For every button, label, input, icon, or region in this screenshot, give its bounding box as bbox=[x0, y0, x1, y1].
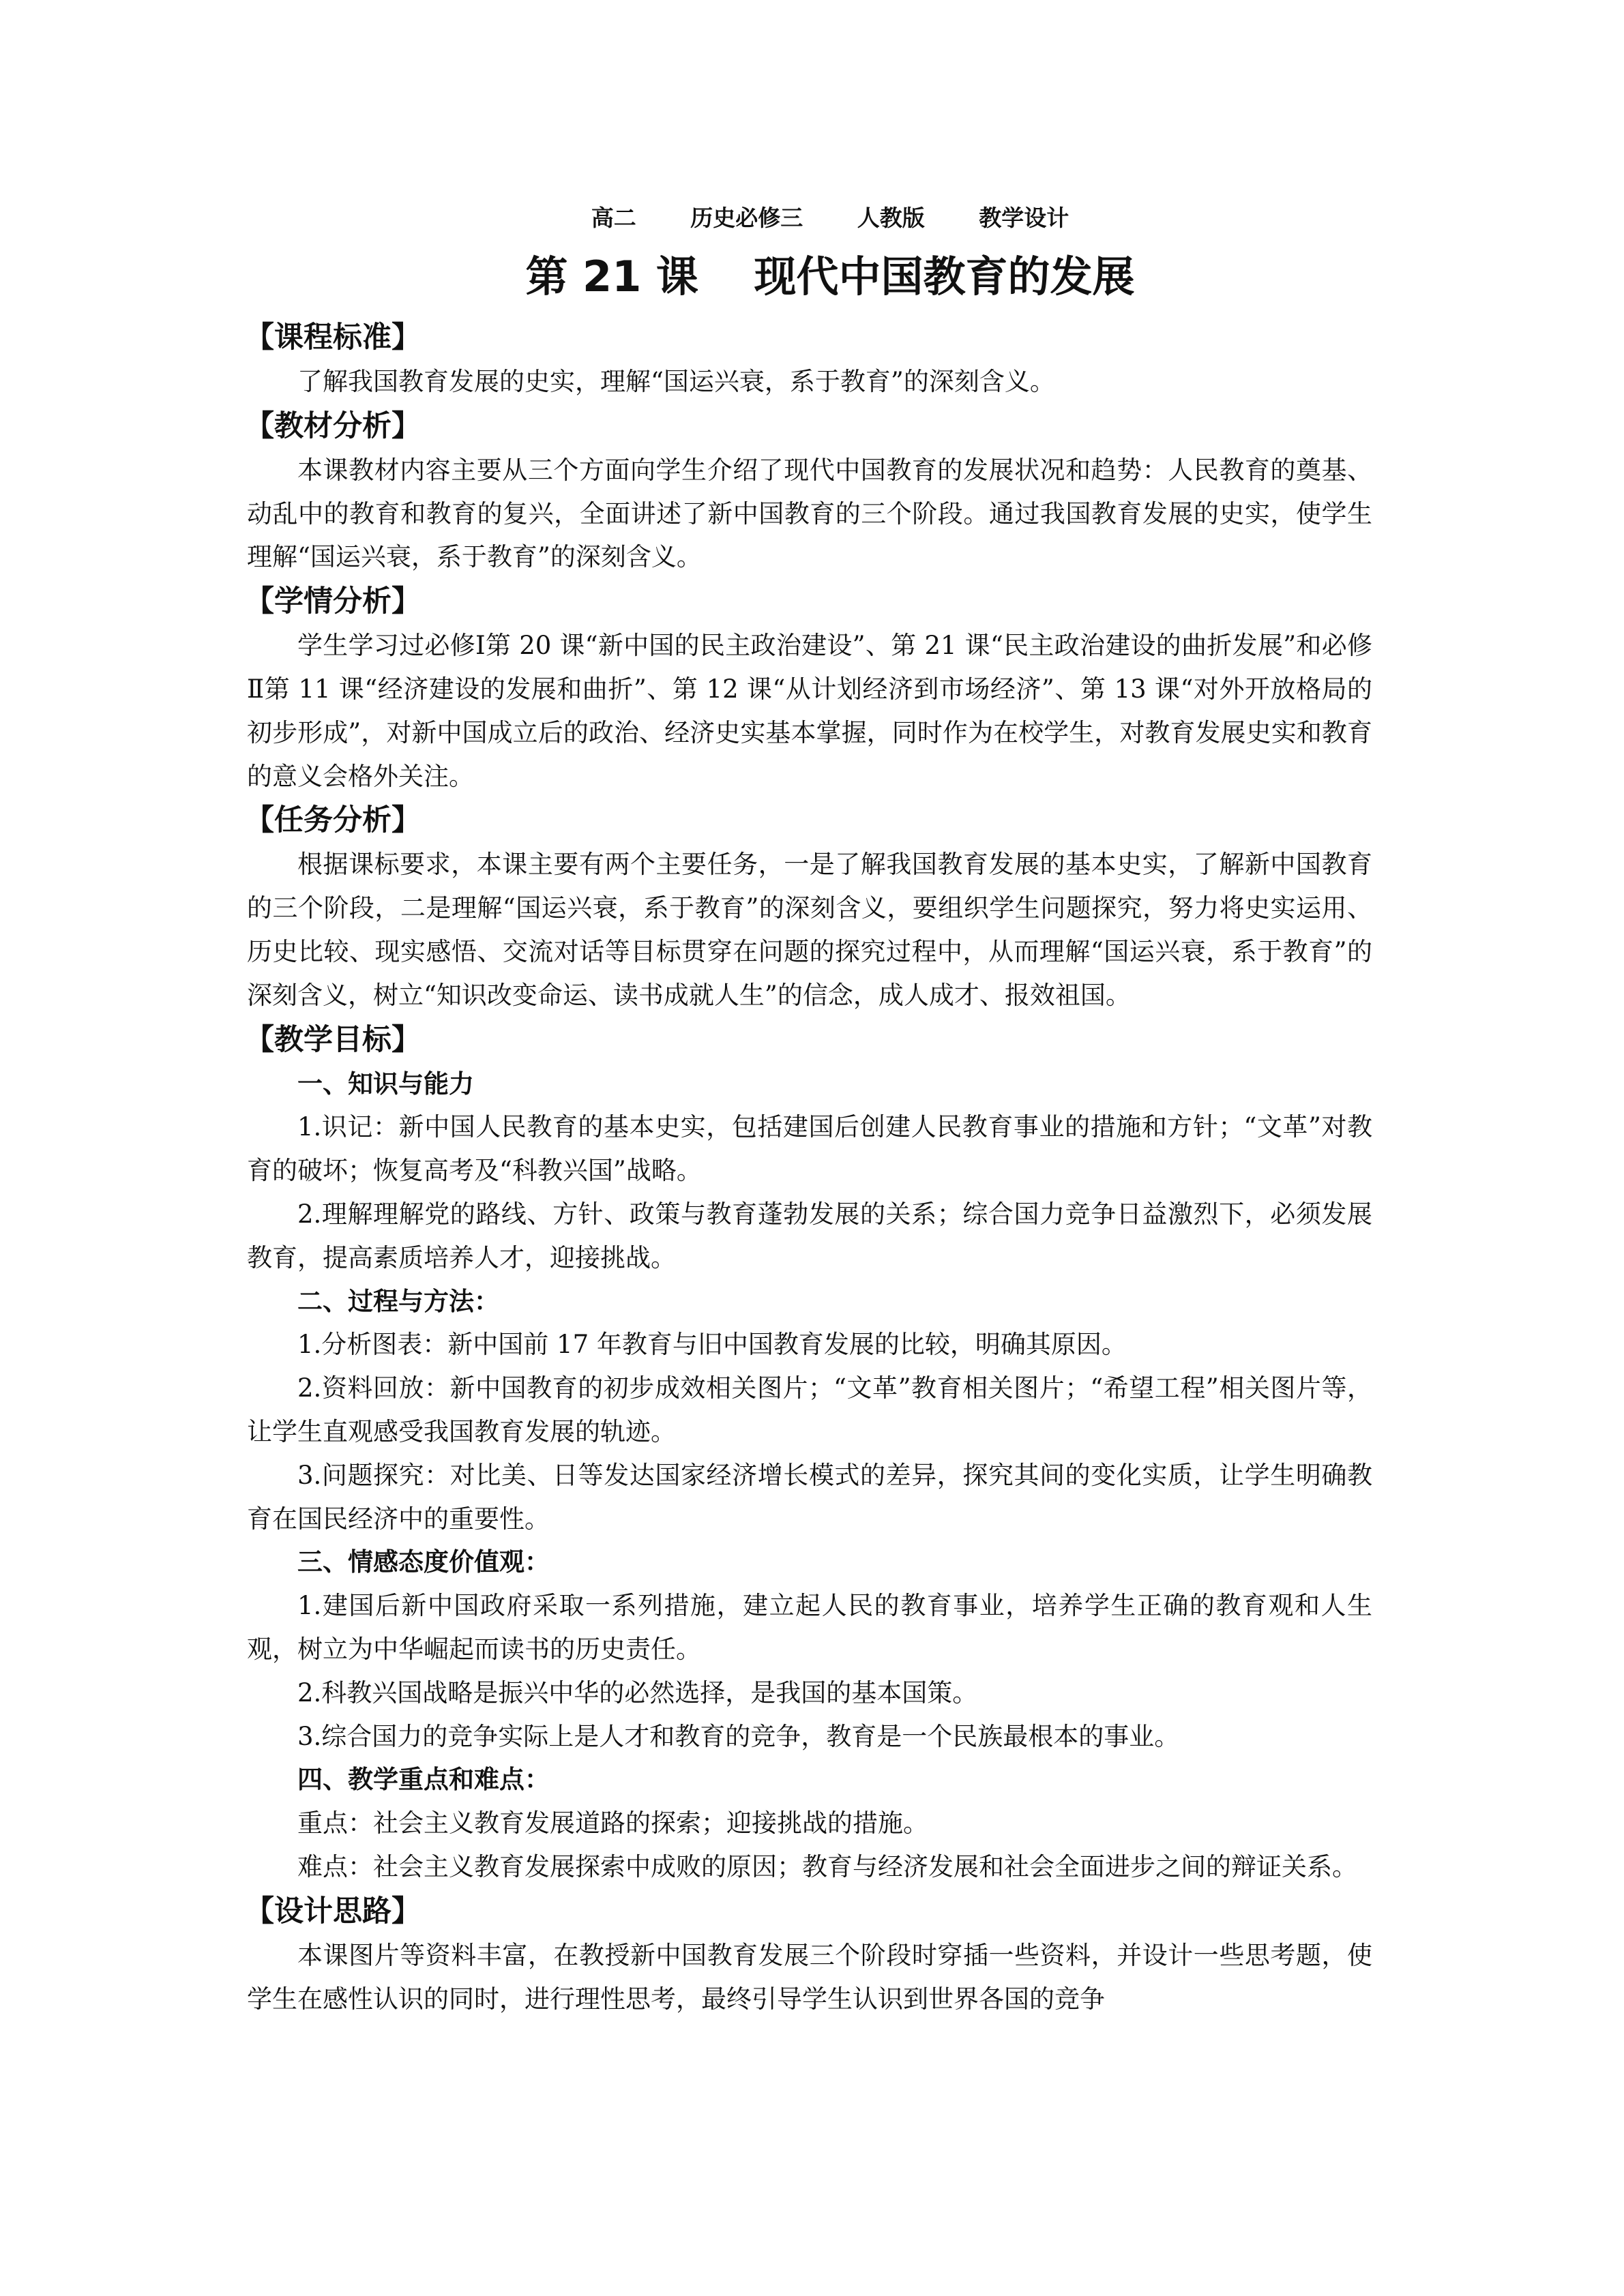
task-analysis-text: 根据课标要求，本课主要有两个主要任务，一是了解我国教育发展的基本史实，了解新中国教育的三个阶段，二是理解“国运兴衰，系于教育”的深刻含义，要组织学生问题探究，努力将史实运用、历史比较、现实感悟、交流对话等目标贯穿在问题的探究过程中，从而理解“国运兴衰，系于教育”的深刻含义，树立“知识改变命运、读书成就人生”的信念，成人成才、报效祖国。 bbox=[247, 850, 1372, 1010]
goal-item: 1.建国后新中国政府采取一系列措施，建立起人民的教育事业，培养学生正确的教育观和人生观，树立为中华崛起而读书的历史责任。 bbox=[247, 1591, 1372, 1664]
section-heading-student-analysis: 【学情分析】 bbox=[245, 584, 421, 619]
page-title bbox=[288, 239, 1372, 315]
goal-item: 3.综合国力的竞争实际上是人才和教育的竞争，教育是一个民族最根本的事业。 bbox=[297, 1721, 1180, 1751]
goal-subheading-focus: 四、教学重点和难点： bbox=[297, 1765, 550, 1795]
lesson-name: 现代中国教育的发展 bbox=[754, 252, 1135, 301]
design-idea-text: 本课图片等资料丰富，在教授新中国教育发展三个阶段时穿插一些资料，并设计一些思考题，使学生在感性认识的同时，进行理性思考，最终引导学生认识到世界各国的竞争 bbox=[247, 1940, 1372, 2014]
section-heading-task-analysis: 【任务分析】 bbox=[245, 803, 421, 838]
goal-item: 3.问题探究：对比美、日等发达国家经济增长模式的差异，探究其间的变化实质，让学生明确教育在国民经济中的重要性。 bbox=[247, 1460, 1372, 1534]
goal-item: 2.理解理解党的路线、方针、政策与教育蓬勃发展的关系；综合国力竞争日益激烈下，必须发展教育，提高素质培养人才，迎接挑战。 bbox=[247, 1199, 1372, 1272]
goal-subheading-values: 三、情感态度价值观： bbox=[297, 1547, 550, 1577]
edition-label: 人教版 bbox=[857, 205, 925, 231]
goal-subheading-process: 二、过程与方法： bbox=[297, 1286, 499, 1316]
goal-item: 1.分析图表：新中国前 17 年教育与旧中国教育发展的比较，明确其原因。 bbox=[297, 1330, 1127, 1360]
doc-type-label: 教学设计 bbox=[979, 205, 1069, 231]
section-heading-curriculum-standard: 【课程标准】 bbox=[245, 320, 421, 355]
section-heading-design-idea: 【设计思路】 bbox=[245, 1894, 421, 1928]
goal-subheading-knowledge: 一、知识与能力 bbox=[297, 1069, 474, 1099]
textbook-analysis-text: 本课教材内容主要从三个方面向学生介绍了现代中国教育的发展状况和趋势：人民教育的奠基、动乱中的教育和教育的复兴，全面讲述了新中国教育的三个阶段。通过我国教育发展的史实，使学生理解“国运兴衰，系于教育”的深刻含义。 bbox=[247, 455, 1372, 572]
goal-item: 重点：社会主义教育发展道路的探索；迎接挑战的措施。 bbox=[297, 1808, 928, 1838]
student-analysis-text: 学生学习过必修Ⅰ第 20 课“新中国的民主政治建设”、第 21 课“民主政治建设的曲折发展”和必修Ⅱ第 11 课“经济建设的发展和曲折”、第 12 课“从计划经济到市场经济”、第 13 课“对外开放格局的初步形成”，对新中国成立后的政治、经济史实基本掌握，同时作为在校学生，对教育发展史实和教育的意义会格外关注。 bbox=[247, 631, 1372, 791]
curriculum-standard-text: 了解我国教育发展的史实，理解“国运兴衰，系于教育”的深刻含义。 bbox=[297, 367, 1055, 396]
goal-item: 2.资料回放：新中国教育的初步成效相关图片；“文革”教育相关图片；“希望工程”相关图片等，让学生直观感受我国教育发展的轨迹。 bbox=[247, 1373, 1372, 1446]
subject-label: 历史必修三 bbox=[690, 205, 803, 231]
grade-label: 高二 bbox=[591, 205, 636, 231]
lesson-number: 第 21 课 bbox=[525, 252, 698, 301]
goal-item: 难点：社会主义教育发展探索中成败的原因；教育与经济发展和社会全面进步之间的辩证关系。 bbox=[297, 1851, 1357, 1881]
section-heading-teaching-goals: 【教学目标】 bbox=[245, 1022, 421, 1057]
goal-item: 1.识记：新中国人民教育的基本史实，包括建国后创建人民教育事业的措施和方针；“文革”对教育的破坏；恢复高考及“科教兴国”战略。 bbox=[247, 1112, 1372, 1186]
document-header-line bbox=[288, 198, 1372, 239]
document-body bbox=[247, 198, 1372, 2021]
section-heading-textbook-analysis: 【教材分析】 bbox=[245, 408, 421, 443]
goal-item: 2.科教兴国战略是振兴中华的必然选择，是我国的基本国策。 bbox=[297, 1678, 978, 1708]
